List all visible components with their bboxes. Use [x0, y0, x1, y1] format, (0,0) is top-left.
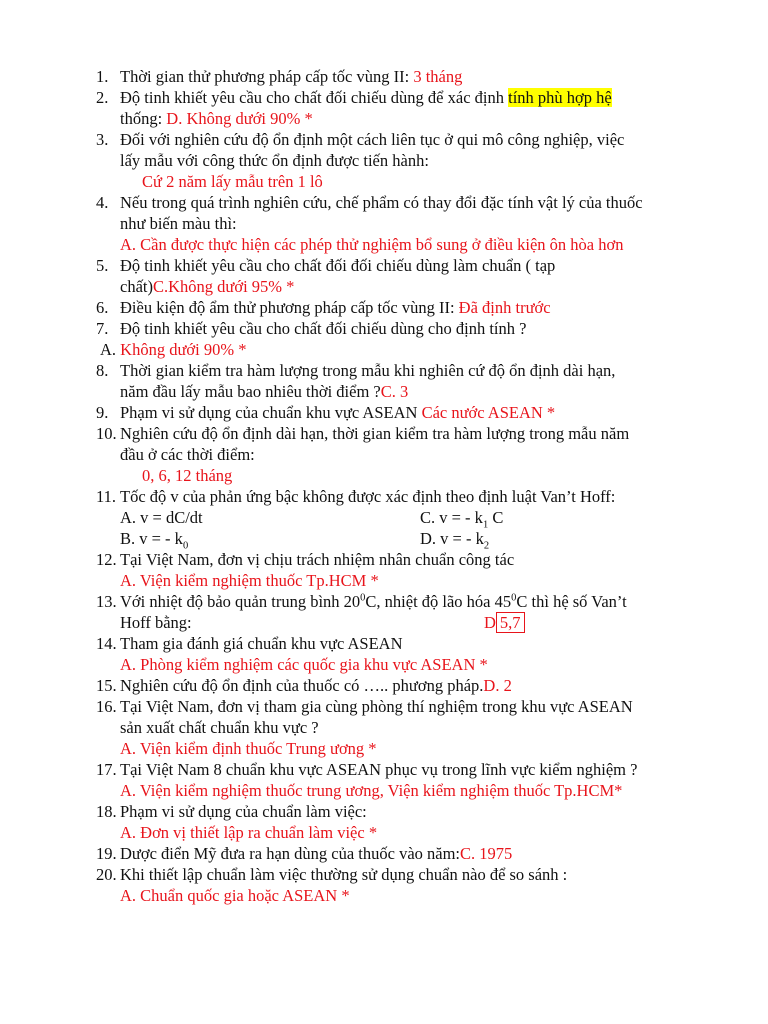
question-15 [0, 675, 768, 696]
answer-text: Không dưới 90% * [120, 340, 247, 359]
question-6 [0, 297, 768, 318]
question-text: Phạm vi sử dụng của chuẩn khu vực ASEAN [120, 403, 422, 422]
question-11 [0, 486, 768, 507]
question-text: Đối với nghiên cứu độ ổn định một cách liên tục ở qui mô công nghiệp, việc [120, 130, 625, 149]
options-row-2 [0, 528, 768, 552]
answer-text: A. Đơn vị thiết lập ra chuẩn làm việc * [120, 823, 378, 842]
answer-text: A. Cần được thực hiện các phép thử nghiệm bổ sung ở điều kiện ôn hòa hơn [120, 235, 624, 254]
question-10 [0, 423, 768, 444]
question-7 [0, 318, 768, 339]
answer-text: D. Không dưới 90% * [166, 109, 313, 128]
question-number: 12. [96, 550, 117, 569]
question-2-cont [0, 108, 768, 129]
question-text: Dược điển Mỹ đưa ra hạn dùng của thuốc vào năm: [120, 844, 461, 863]
question-number: 4. [96, 193, 109, 212]
question-text: Độ tinh khiết yêu cầu cho chất đối chiếu dùng để xác định [120, 88, 509, 107]
answer-text: C. 3 [380, 382, 409, 401]
answer-prefix: A. [100, 340, 121, 359]
question-number: 13. [96, 592, 117, 611]
question-text: Nghiên cứu độ ổn định của thuốc có ….. phương pháp. [120, 676, 484, 695]
question-number: 2. [96, 88, 109, 107]
options-row-1 [0, 507, 768, 531]
question-number: 14. [96, 634, 117, 653]
option-a: A. v = dC/dt [120, 508, 203, 527]
question-3 [0, 129, 768, 150]
question-number: 1. [96, 67, 109, 86]
question-text: Điều kiện độ ẩm thử phương pháp cấp tốc vùng II: [120, 298, 459, 317]
question-text: Nếu trong quá trình nghiên cứu, chế phẩm có thay đổi đặc tính vật lý của thuốc [120, 193, 643, 212]
question-number: 18. [96, 802, 117, 821]
question-text: đầu ở các thời điểm: [120, 445, 255, 464]
question-text: Tại Việt Nam, đơn vị tham gia cùng phòng thí nghiệm trong khu vực ASEAN [120, 697, 633, 716]
option-d: D. v = - $k_2$ [420, 529, 490, 552]
question-17 [0, 759, 768, 780]
answer-text: 0, 6, 12 tháng [142, 466, 233, 485]
question-4 [0, 192, 768, 213]
question-text: Khi thiết lập chuẩn làm việc thường sử dụng chuẩn nào để so sánh : [120, 865, 568, 884]
question-19 [0, 843, 768, 864]
question-2 [0, 87, 768, 108]
question-number: 16. [96, 697, 117, 716]
answer-text: A. Viện kiểm nghiệm thuốc Tp.HCM * [120, 571, 379, 590]
answer-text: D. 2 [483, 676, 512, 695]
question-text: Hoff bằng: [120, 613, 192, 632]
option-c: C. v = - $k_1$ C [420, 508, 504, 531]
answer-text: 3 tháng [413, 67, 463, 86]
question-5 [0, 255, 768, 276]
question-number: 9. [96, 403, 109, 422]
question-text: Tham gia đánh giá chuẩn khu vực ASEAN [120, 634, 403, 653]
answer-text: A. Viện kiểm nghiệm thuốc trung ương, Viện kiểm nghiệm thuốc Tp.HCM* [120, 781, 623, 800]
answer-text: D 5,7 [484, 612, 525, 633]
question-text: thống: [120, 109, 167, 128]
question-14 [0, 633, 768, 654]
quiz-page [0, 66, 768, 906]
question-number: 8. [96, 361, 109, 380]
question-number: 15. [96, 676, 117, 695]
answer-text: Đã định trước [458, 298, 551, 317]
question-number: 19. [96, 844, 117, 863]
question-text: Thời gian kiểm tra hàm lượng trong mẫu khi nghiên cứ độ ổn định dài hạn, [120, 361, 616, 380]
question-text: Độ tinh khiết yêu cầu cho chất đối chiếu dùng cho định tính ? [120, 319, 527, 338]
question-16 [0, 696, 768, 717]
question-text: Phạm vi sử dụng của chuẩn làm việc: [120, 802, 367, 821]
question-text: Thời gian thử phương pháp cấp tốc vùng II: [120, 67, 414, 86]
question-18 [0, 801, 768, 822]
question-number: 7. [96, 319, 109, 338]
answer-text: Các nước ASEAN * [421, 403, 556, 422]
question-number: 5. [96, 256, 109, 275]
question-text: Tại Việt Nam, đơn vị chịu trách nhiệm nhân chuẩn công tác [120, 550, 515, 569]
answer-text: A. Chuẩn quốc gia hoặc ASEAN * [120, 886, 350, 905]
question-text: sản xuất chất chuẩn khu vực ? [120, 718, 319, 737]
answer-text: C. 1975 [460, 844, 513, 863]
question-8 [0, 360, 768, 381]
question-text: lấy mẫu với công thức ổn định được tiến hành: [120, 151, 429, 170]
answer-text: A. Phòng kiểm nghiệm các quốc gia khu vực ASEAN * [120, 655, 488, 674]
boxed-answer: 5,7 [496, 612, 525, 633]
option-b: B. v = - $k_0$ [120, 529, 189, 552]
question-number: 11. [96, 487, 117, 506]
question-number: 20. [96, 865, 117, 884]
question-20 [0, 864, 768, 885]
question-text: Với nhiệt độ bảo quản trung bình $20^0C$, nhiệt độ lão hóa $45^0C$ thì hệ số Van’t [120, 592, 627, 611]
question-13 [0, 591, 768, 612]
answer-text: C.Không dưới 95% * [152, 277, 295, 296]
question-text: Tại Việt Nam 8 chuẩn khu vực ASEAN phục vụ trong lĩnh vực kiểm nghiệm ? [120, 760, 638, 779]
question-1 [0, 66, 768, 87]
question-12 [0, 549, 768, 570]
question-number: 6. [96, 298, 109, 317]
question-text: năm đầu lấy mẫu bao nhiêu thời điểm ? [120, 382, 381, 401]
highlighted-text: tính phù hợp hệ [508, 88, 612, 107]
question-number: 10. [96, 424, 117, 443]
question-number: 17. [96, 760, 117, 779]
question-text: Độ tinh khiết yêu cầu cho chất đối đối chiếu dùng làm chuẩn ( tạp [120, 256, 556, 275]
question-text: Nghiên cứu độ ổn định dài hạn, thời gian kiểm tra hàm lượng trong mẫu năm [120, 424, 630, 443]
answer-text: Cứ 2 năm lấy mẫu trên 1 lô [142, 172, 323, 191]
question-9 [0, 402, 768, 423]
question-number: 3. [96, 130, 109, 149]
question-text: Tốc độ v của phản ứng bậc không được xác định theo định luật Van’t Hoff: [120, 487, 616, 506]
answer-text: A. Viện kiểm định thuốc Trung ương * [120, 739, 377, 758]
question-text: chất) [120, 277, 153, 296]
question-text: như biến màu thì: [120, 214, 237, 233]
